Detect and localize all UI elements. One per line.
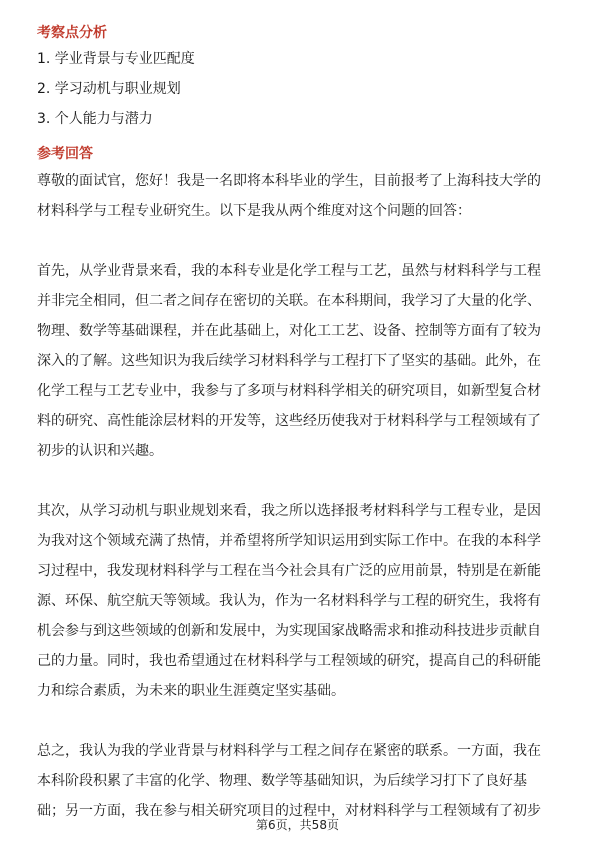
analysis-point-2: 2. 学习动机与职业规划 xyxy=(37,81,181,97)
page-number: 第6页，共58页 xyxy=(256,818,339,832)
answer-p2-line-7: 初步的认识和兴趣。 xyxy=(37,443,163,459)
answer-p4-line-1: 总之，我认为我的学业背景与材料科学与工程之间存在紧密的联系。一方面，我在 xyxy=(37,743,541,759)
answer-p2-line-3: 物理、数学等基础课程，并在此基础上，对化工工艺、设备、控制等方面有了较为 xyxy=(37,323,541,339)
answer-p3-line-6: 己的力量。同时，我也希望通过在材料科学与工程领域的研究，提高自己的科研能 xyxy=(37,653,541,669)
answer-p3-line-4: 源、环保、航空航天等领域。我认为，作为一名材料科学与工程的研究生，我将有 xyxy=(37,593,541,609)
answer-p2-line-4: 深入的了解。这些知识为我后续学习材料科学与工程打下了坚实的基础。此外，在 xyxy=(37,353,541,369)
answer-p2-line-6: 料的研究、高性能涂层材料的开发等，这些经历使我对于材料科学与工程领域有了 xyxy=(37,413,541,429)
answer-p2-line-5: 化学工程与工艺专业中，我参与了多项与材料科学相关的研究项目，如新型复合材 xyxy=(37,383,541,399)
answer-p3-line-7: 力和综合素质，为未来的职业生涯奠定坚实基础。 xyxy=(37,683,345,699)
answer-p4-line-2: 本科阶段积累了丰富的化学、物理、数学等基础知识，为后续学习打下了良好基 xyxy=(37,773,527,789)
answer-p1-line-1: 尊敬的面试官，您好！我是一名即将本科毕业的学生，目前报考了上海科技大学的 xyxy=(37,173,541,189)
section-title-answer: 参考回答 xyxy=(37,146,93,162)
answer-p3-line-5: 机会参与到这些领域的创新和发展中，为实现国家战略需求和推动科技进步贡献自 xyxy=(37,623,541,639)
section-title-analysis: 考察点分析 xyxy=(37,25,107,41)
answer-p3-line-3: 习过程中，我发现材料科学与工程在当今社会具有广泛的应用前景，特别是在新能 xyxy=(37,563,541,579)
answer-p1-line-2: 材料科学与工程专业研究生。以下是我从两个维度对这个问题的回答： xyxy=(37,203,471,219)
analysis-point-3: 3. 个人能力与潜力 xyxy=(37,111,153,127)
answer-p3-line-2: 为我对这个领域充满了热情，并希望将所学知识运用到实际工作中。在我的本科学 xyxy=(37,533,541,549)
answer-p2-line-1: 首先，从学业背景来看，我的本科专业是化学工程与工艺，虽然与材料科学与工程 xyxy=(37,263,541,279)
answer-p3-line-1: 其次，从学习动机与职业规划来看，我之所以选择报考材料科学与工程专业，是因 xyxy=(37,503,541,519)
answer-p4-line-3: 础；另一方面，我在参与相关研究项目的过程中，对材料科学与工程领域有了初步 xyxy=(37,803,541,819)
analysis-point-1: 1. 学业背景与专业匹配度 xyxy=(37,51,195,67)
answer-p2-line-2: 并非完全相同，但二者之间存在密切的关联。在本科期间，我学习了大量的化学、 xyxy=(37,293,541,309)
